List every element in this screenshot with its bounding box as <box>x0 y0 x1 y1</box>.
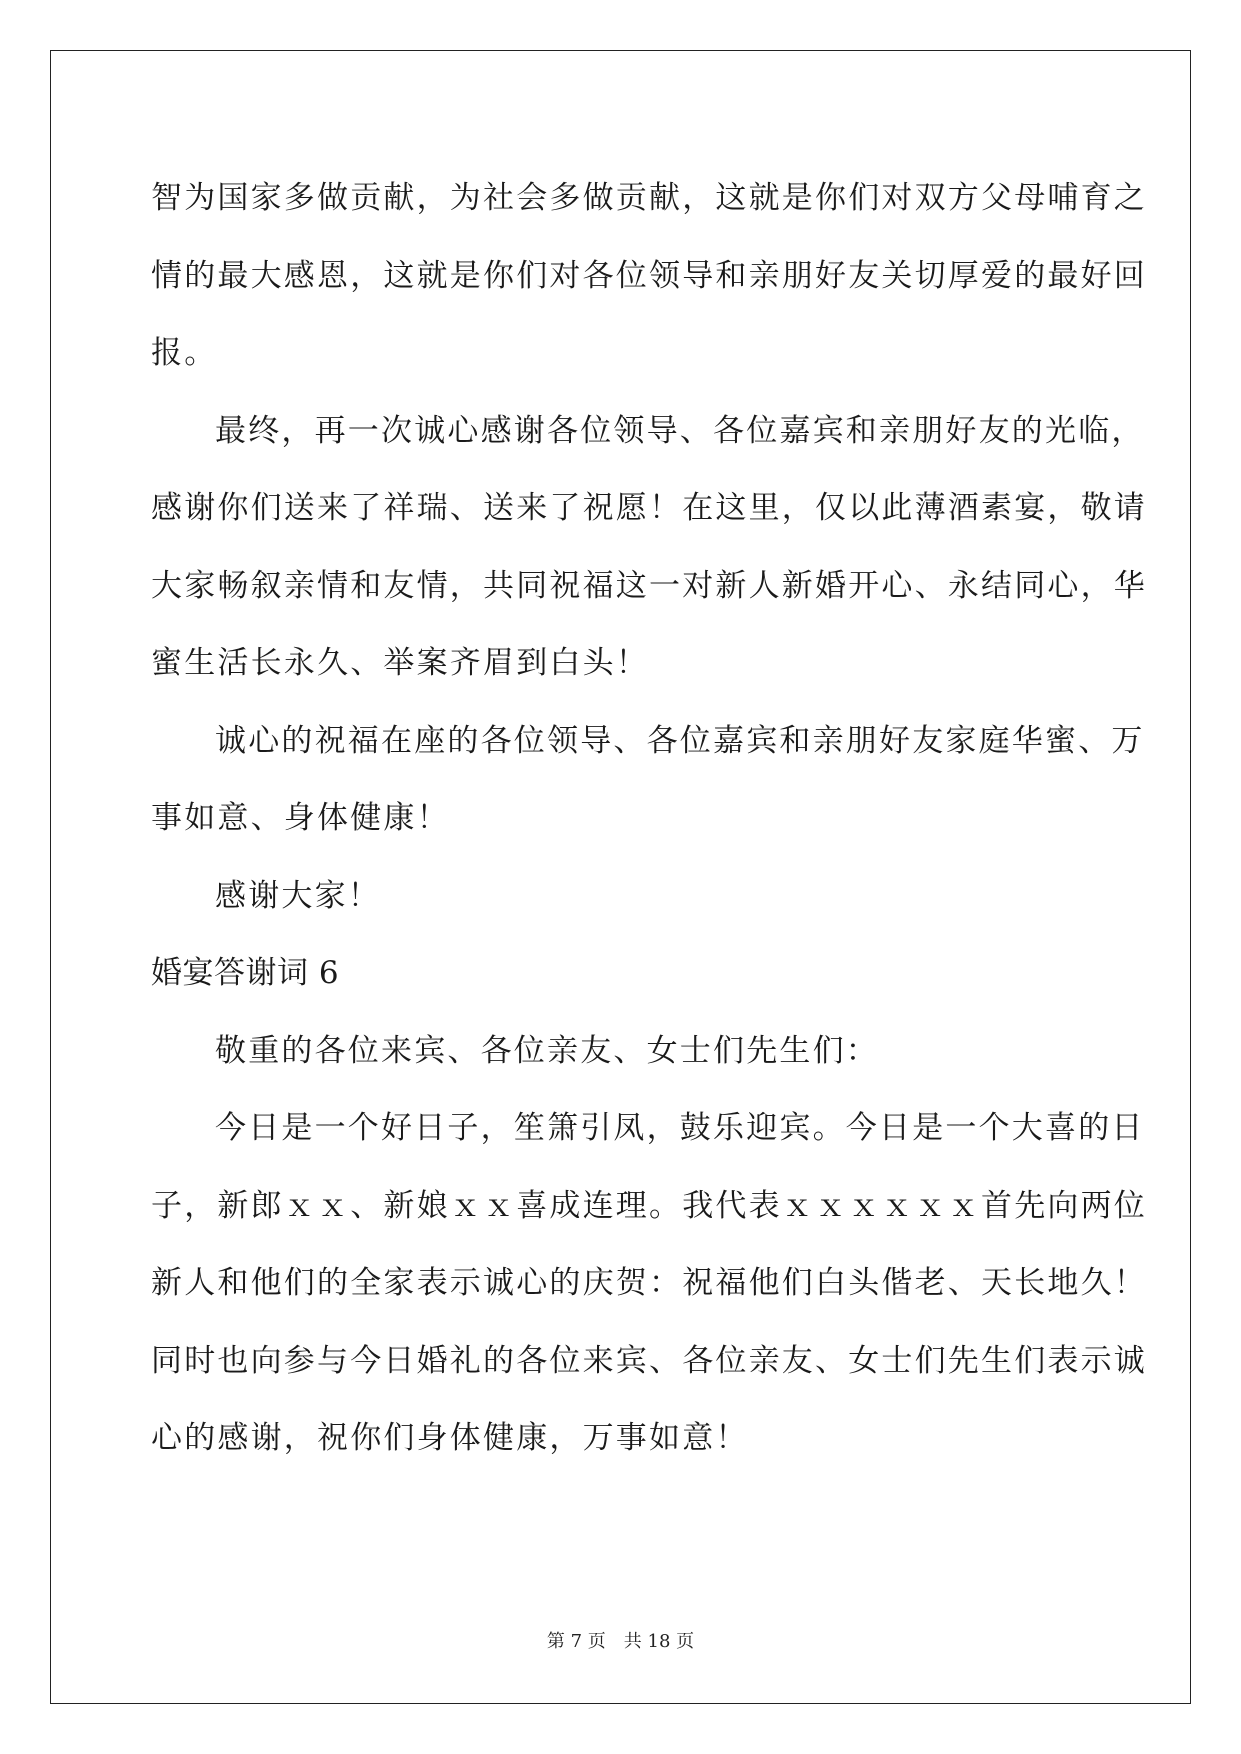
document-body <box>151 160 1147 1478</box>
paragraph-start: 感谢大家！ <box>215 877 381 914</box>
page-number: 第 7 页 <box>546 1631 606 1652</box>
text-line: 同时也向参与今日婚礼的各位来宾、各位亲友、女士们先生们表示诚 <box>151 1342 1147 1379</box>
text-line: 智为国家多做贡献，为社会多做贡献，这就是你们对双方父母哺育之 <box>151 180 1147 216</box>
paragraph-start: 诚心的祝福在座的各位领导、各位嘉宾和亲朋好友家庭华蜜、万 <box>215 722 1145 759</box>
text-line: 子，新郎ｘｘ、新娘ｘｘ喜成连理。我代表ｘｘｘｘｘｘ首先向两位 <box>151 1187 1147 1224</box>
paragraph-start: 今日是一个好日子，笙箫引凤，鼓乐迎宾。今日是一个大喜的日 <box>215 1110 1145 1146</box>
page-footer <box>0 1627 1241 1653</box>
page-count: 共 18 页 <box>623 1631 695 1652</box>
text-line: 报。 <box>151 335 218 371</box>
paragraph-start: 最终，再一次诚心感谢各位领导、各位嘉宾和亲朋好友的光临， <box>215 412 1145 449</box>
text-line: 蜜生活长永久、举案齐眉到白头！ <box>151 645 649 681</box>
text-line: 新人和他们的全家表示诚心的庆贺：祝福他们白头偕老、天长地久！ <box>151 1265 1147 1301</box>
text-line: 感谢你们送来了祥瑞、送来了祝愿！在这里，仅以此薄酒素宴，敬请 <box>151 490 1147 526</box>
salutation: 敬重的各位来宾、各位亲友、女士们先生们： <box>215 1032 879 1069</box>
section-heading: 婚宴答谢词 6 <box>151 955 340 991</box>
text-line: 情的最大感恩，这就是你们对各位领导和亲朋好友关切厚爱的最好回 <box>151 257 1147 294</box>
text-line: 心的感谢，祝你们身体健康，万事如意！ <box>151 1420 749 1456</box>
text-line: 大家畅叙亲情和友情，共同祝福这一对新人新婚开心、永结同心，华 <box>151 567 1147 604</box>
text-line: 事如意、身体健康！ <box>151 800 450 836</box>
